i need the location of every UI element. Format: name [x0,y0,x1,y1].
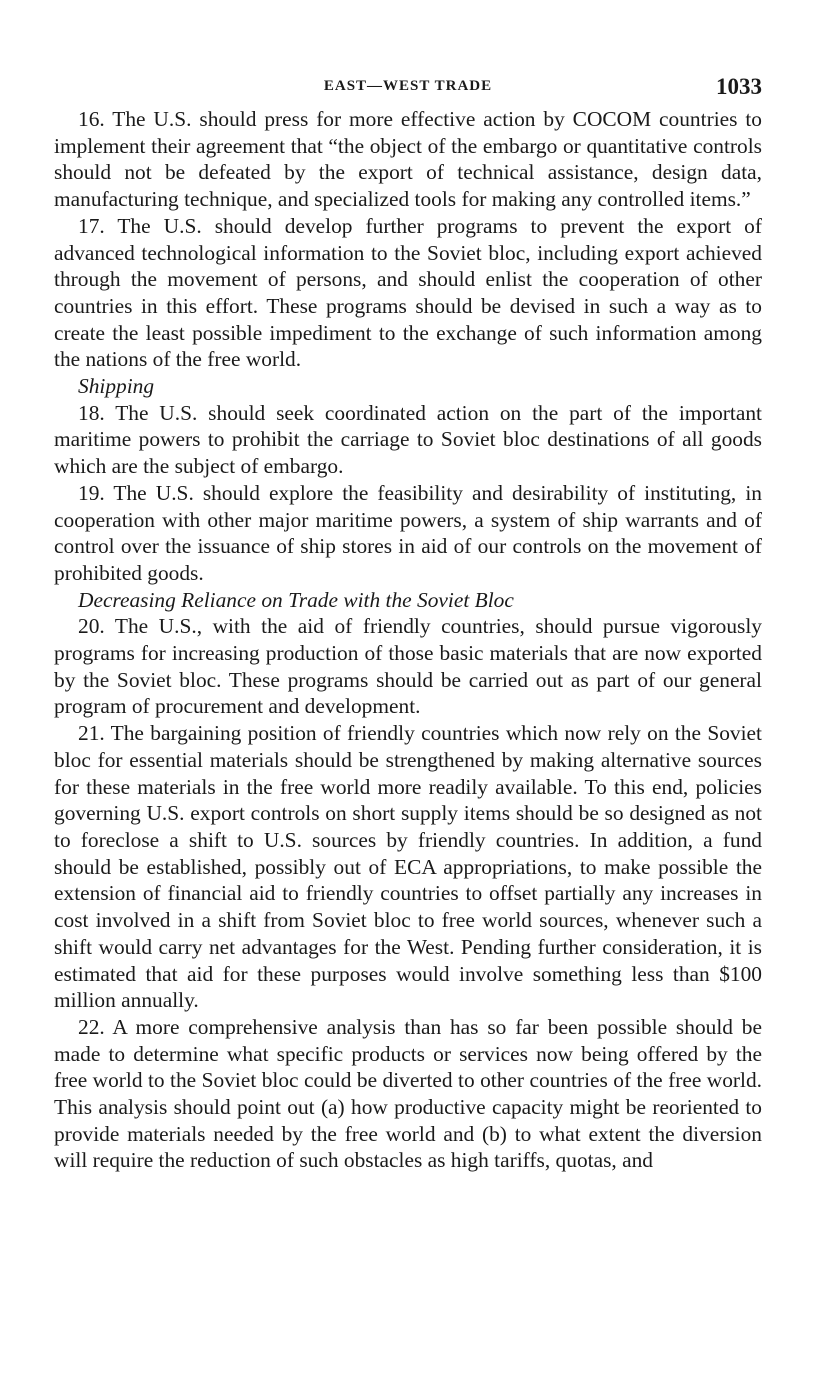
subheading-decreasing-reliance: Decreasing Reliance on Trade with the Soviet Bloc [78,587,514,612]
page-number: 1033 [716,74,762,99]
document-page [54,70,762,1174]
body-text [54,106,762,1174]
running-header [54,70,762,106]
paragraph-21: 21. The bargaining position of friendly countries which now rely on the Soviet bloc for essential materials should be strengthened by making alternative sources for these materials in the free world more readily available. To this end, policies governing U.S. export controls on short supply items should be so designed as not to foreclose a shift to U.S. sources by friendly countries. In addition, a fund should be established, possibly out of ECA appropriations, to make possible the extension of financial aid to friendly countries to offset partially any increases in cost involved in a shift from Soviet bloc to free world sources, whenever such a shift would carry net advantages for the West. Pending further consideration, it is estimated that aid for these purposes would involve something less than $100 million annually. [54,721,762,1013]
paragraph-22: 22. A more comprehensive analysis than has so far been possible should be made to determine what specific products or services now being offered by the free world to the Soviet bloc could be diverted to other countries of the free world. This analysis should point out (a) how productive capacity might be reoriented to provide materials needed by the free world and (b) to what extent the diversion will require the reduction of such obstacles as high tariffs, quotas, and [54,1014,762,1173]
paragraph-17: 17. The U.S. should develop further programs to prevent the export of advanced technological information to the Soviet bloc, including export achieved through the movement of persons, and should enlist the cooperation of other countries in this effort. These programs should be devised in such a way as to create the least possible impediment to the exchange of such information among the nations of the free world. [54,213,762,372]
paragraph-19: 19. The U.S. should explore the feasibility and desirability of instituting, in cooperation with other major maritime powers, a system of ship warrants and of control over the issuance of ship stores in aid of our controls on the movement of prohibited goods. [54,480,762,585]
header-title: EAST—WEST TRADE [323,78,493,94]
paragraph-20: 20. The U.S., with the aid of friendly countries, should pursue vigorously programs for increasing production of those basic materials that are now exported by the Soviet bloc. These programs should be carried out as part of our general program of procurement and development. [54,614,762,719]
paragraph-18: 18. The U.S. should seek coordinated action on the part of the important maritime powers to prohibit the carriage to Soviet bloc destinations of all goods which are the subject of embargo. [54,400,762,479]
paragraph-16: 16. The U.S. should press for more effective action by COCOM countries to implement their agreement that “the object of the embargo or quantitative controls should not be defeated by the export of technical assistance, design data, manufacturing technique, and specialized tools for making any controlled items.” [54,107,762,212]
subheading-shipping: Shipping [78,374,155,399]
